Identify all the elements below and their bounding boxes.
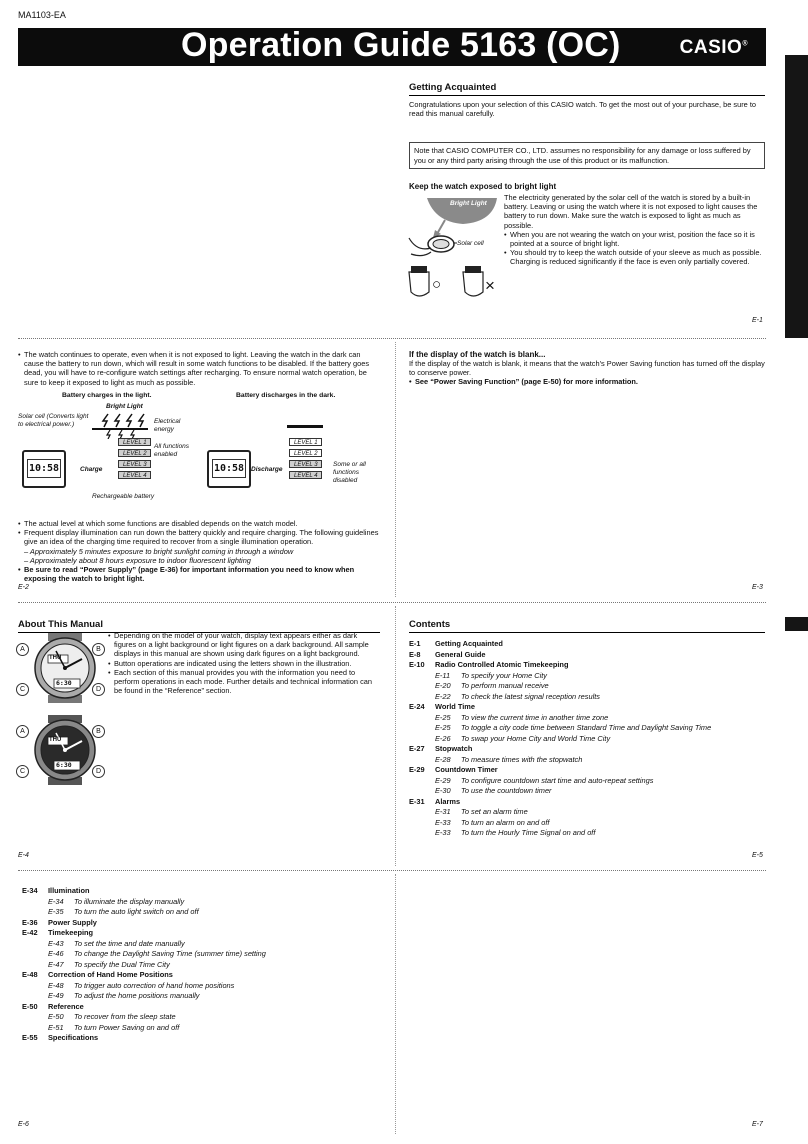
toc-subpage: E-30	[435, 786, 451, 795]
toc-subentry	[22, 949, 382, 960]
level-4: LEVEL 4	[289, 471, 322, 479]
level-2: LEVEL 2	[118, 449, 151, 457]
watch-lcd	[22, 450, 66, 488]
toc-subtitle: To perform manual receive	[461, 681, 549, 690]
enabled-label: All functions enabled	[154, 443, 190, 458]
toc-entry	[409, 702, 765, 713]
side-tab	[785, 55, 808, 338]
toc-entry	[22, 1002, 382, 1013]
toc-subpage: E-43	[48, 938, 64, 948]
disabled-label: Some or all functions disabled	[333, 461, 366, 484]
toc-subtitle: To specify the Dual Time City	[74, 959, 170, 969]
toc-subentry	[22, 981, 382, 992]
toc-subtitle: To set an alarm time	[461, 807, 528, 816]
toc-page: E-50	[22, 1001, 38, 1011]
button-c: C	[16, 765, 29, 778]
toc-title: World Time	[435, 702, 475, 711]
solar-cell-label: Solar cell	[457, 240, 484, 247]
toc-subpage: E-33	[435, 828, 451, 837]
toc-subpage: E-25	[435, 712, 451, 722]
toc-subentry	[409, 734, 765, 745]
toc-subtitle: To configure countdown start time and auto-repeat settings	[461, 775, 654, 785]
button-d: D	[92, 765, 105, 778]
toc-entry	[22, 970, 382, 981]
toc-entry	[22, 928, 382, 939]
charge-label: Charge	[80, 466, 103, 473]
page-e2-intro	[18, 350, 380, 387]
toc-entry	[22, 918, 382, 929]
watch-day: THU	[49, 655, 62, 661]
ok-mark: ○	[432, 276, 442, 293]
toc-subentry	[409, 755, 765, 766]
toc-page: E-24	[409, 702, 425, 711]
toc-page: E-1	[409, 639, 421, 648]
bullet-illumination: • Frequent display illumination can run down the battery quickly and require charging. The following guidelines give an idea of the charging time required to recover from a single illumination operation.	[18, 528, 380, 546]
toc-subtitle: To use the countdown timer	[461, 786, 552, 795]
bright-label: Bright Light	[106, 403, 143, 410]
toc-title: Getting Acquainted	[435, 639, 503, 648]
rechargeable-label: Rechargeable battery	[92, 493, 155, 500]
lcd-time-dark: 10:58	[212, 459, 246, 478]
discharge-diagram	[205, 403, 385, 503]
bullet-level: • The actual level at which some functions are disabled depends on the watch model.	[18, 519, 380, 528]
page-number: E-7	[752, 1121, 763, 1128]
toc-subtitle: To illuminate the display manually	[74, 896, 185, 906]
page-number: E-5	[752, 852, 763, 859]
toc-subpage: E-35	[48, 907, 64, 916]
side-tab-marker	[785, 617, 808, 631]
toc-subpage: E-48	[48, 980, 64, 990]
toc-subpage: E-31	[435, 807, 451, 816]
watch-lcd-dark	[207, 450, 251, 488]
page-number: E-6	[18, 1121, 29, 1128]
toc-title: Alarms	[435, 796, 461, 806]
battery-levels-dark	[289, 438, 322, 486]
toc-subtitle: To swap your Home City and World Time City	[461, 733, 611, 743]
toc-subtitle: To measure times with the stopwatch	[461, 754, 583, 764]
toc-subtitle: To check the latest signal reception results	[461, 691, 600, 701]
bullet-operate: • The watch continues to operate, even when it is not exposed to light. Leaving the watch in the dark can cause the battery to run down, which will result in some watch functions to be disabled. If the battery goes dead, you will have to re-configure watch settings after recharging. To ensure normal watch operation, be sure to keep it exposed to light as much as possible.	[18, 350, 380, 387]
toc-subentry	[409, 692, 765, 703]
column-divider	[395, 342, 396, 597]
contents-list	[22, 886, 382, 1044]
toc-entry	[409, 744, 765, 755]
toc-subentry	[409, 671, 765, 682]
toc-title: Specifications	[48, 1033, 99, 1042]
toc-entry	[409, 765, 765, 776]
toc-subpage: E-46	[48, 949, 64, 958]
manual-bullet-3: • Each section of this manual provides you with the information you need to perform operations in each mode. Further details and technical information can be found in the “Reference” section.	[108, 668, 380, 696]
blank-heading: If the display of the watch is blank...	[409, 350, 546, 359]
divider	[18, 870, 766, 871]
toc-entry	[409, 650, 765, 661]
dark-bar	[287, 425, 323, 428]
manual-text	[108, 631, 380, 695]
divider	[18, 602, 766, 603]
toc-subtitle: To recover from the sleep state	[74, 1012, 176, 1021]
solar-text	[504, 193, 766, 267]
toc-page: E-42	[22, 928, 38, 937]
button-c: C	[16, 683, 29, 696]
toc-entry	[409, 660, 765, 671]
toc-subentry	[22, 907, 382, 918]
column-divider	[395, 606, 396, 866]
divider	[18, 338, 766, 339]
section-heading: Contents	[409, 619, 765, 633]
button-b: B	[92, 725, 105, 738]
intro-text: Congratulations upon your selection of this CASIO watch. To get the most out of your purchase, be sure to read this manual carefully.	[409, 100, 757, 119]
guideline-1: – Approximately 5 minutes exposure to bright sunlight coming in through a window	[24, 546, 294, 556]
ng-mark: ×	[485, 276, 495, 295]
toc-subentry	[409, 786, 765, 797]
toc-subpage: E-28	[435, 754, 451, 764]
page-e3	[409, 350, 765, 387]
button-d: D	[92, 683, 105, 696]
blank-body: If the display of the watch is blank, it means that the watch's Power Saving function has turned off the display to conserve power.	[409, 359, 765, 378]
toc-subtitle: To adjust the home positions manually	[74, 991, 200, 1000]
toc-title: Illumination	[48, 886, 90, 895]
solar-bullet-1: • When you are not wearing the watch on your wrist, position the face so it is pointed at a source of bright light.	[504, 230, 766, 248]
section-heading: Getting Acquainted	[409, 82, 765, 96]
page-title: Operation Guide 5163 (OC)	[181, 26, 621, 64]
toc-title: Timekeeping	[48, 928, 94, 937]
toc-title: Power Supply	[48, 917, 97, 927]
toc-subpage: E-49	[48, 991, 64, 1000]
toc-subpage: E-47	[48, 959, 64, 969]
page-e1	[409, 82, 765, 191]
toc-subtitle: To set the time and date manually	[74, 938, 185, 948]
column-divider	[395, 874, 396, 1134]
toc-subpage: E-20	[435, 681, 451, 690]
toc-entry	[409, 797, 765, 808]
toc-subpage: E-33	[435, 817, 451, 827]
toc-subentry	[409, 776, 765, 787]
toc-subentry	[409, 828, 765, 839]
button-a: A	[16, 643, 29, 656]
caption-charge: Battery charges in the light.	[62, 392, 152, 399]
battery-levels	[118, 438, 151, 486]
disclaimer-note: Note that CASIO COMPUTER CO., LTD. assumes no responsibility for any damage or loss suffered by you or any third party arising through the use of this product or its malfunction.	[409, 142, 765, 168]
toc-page: E-31	[409, 796, 425, 806]
solar-label: Solar cell (Converts light to electrical power.)	[18, 413, 89, 428]
toc-subentry	[409, 818, 765, 829]
toc-subtitle: To turn an alarm on and off	[461, 817, 550, 827]
lcd-time: 10:58	[27, 459, 61, 478]
solar-bullet-2: • You should try to keep the watch outside of your sleeve as much as possible. Charging is reduced significantly if the face is even only partially covered.	[504, 248, 766, 266]
toc-subpage: E-26	[435, 733, 451, 743]
toc-entry	[409, 639, 765, 650]
toc-subtitle: To toggle a city code time between Standard Time and Daylight Saving Time	[461, 723, 712, 732]
level-2: LEVEL 2	[289, 449, 322, 457]
toc-subentry	[22, 960, 382, 971]
level-1: LEVEL 1	[118, 438, 151, 446]
page-e2-notes	[18, 519, 380, 583]
button-b: B	[92, 643, 105, 656]
toc-entry	[22, 886, 382, 897]
level-3: LEVEL 3	[118, 460, 151, 468]
toc-title: Radio Controlled Atomic Timekeeping	[435, 660, 569, 669]
electrical-label: Electrical energy	[154, 418, 181, 433]
toc-subpage: E-50	[48, 1012, 64, 1021]
page-e6	[22, 886, 382, 1044]
guideline-2: – Approximately about 8 hours exposure to indoor fluorescent lighting	[24, 555, 251, 565]
page-number: E-1	[752, 317, 763, 324]
discharge-label: Discharge	[251, 466, 283, 473]
toc-page: E-10	[409, 660, 425, 669]
toc-subentry	[22, 939, 382, 950]
toc-title: Reference	[48, 1001, 84, 1011]
toc-entry	[22, 1033, 382, 1044]
toc-subtitle: To turn the auto light switch on and off	[74, 907, 199, 916]
toc-subpage: E-11	[435, 670, 451, 680]
toc-subentry	[22, 1023, 382, 1034]
toc-title: Correction of Hand Home Positions	[48, 970, 173, 979]
caption-discharge: Battery discharges in the dark.	[236, 392, 336, 399]
section-heading: About This Manual	[18, 619, 380, 633]
level-1: LEVEL 1	[289, 438, 322, 446]
solar-figure	[405, 192, 505, 302]
contents-list	[409, 639, 765, 839]
toc-subentry	[409, 713, 765, 724]
watch-time: 6:30	[56, 679, 72, 687]
charge-diagram	[18, 403, 198, 503]
toc-subentry	[409, 681, 765, 692]
title-banner	[18, 28, 766, 66]
toc-page: E-55	[22, 1033, 38, 1042]
watch-day-dark: THU	[49, 737, 62, 743]
blank-bullet: • See “Power Saving Function” (page E-50) for more information.	[409, 377, 765, 386]
toc-subentry	[22, 1012, 382, 1023]
toc-subtitle: To turn Power Saving on and off	[74, 1022, 180, 1032]
toc-page: E-48	[22, 970, 38, 979]
light-bolts	[92, 413, 152, 439]
toc-page: E-36	[22, 917, 38, 927]
page-number: E-2	[18, 584, 29, 591]
page-number: E-3	[752, 584, 763, 591]
toc-page: E-29	[409, 765, 425, 774]
page-number: E-4	[18, 852, 29, 859]
toc-subtitle: To specify your Home City	[461, 670, 547, 680]
button-a: A	[16, 725, 29, 738]
toc-subpage: E-25	[435, 723, 451, 732]
toc-subentry	[22, 897, 382, 908]
toc-subpage: E-34	[48, 896, 64, 906]
page-e5	[409, 619, 765, 839]
manual-bullet-1: • Depending on the model of your watch, display text appears either as dark figures on a light background or light figures on a dark background. All sample displays in this manual are shown using dark figures on a light background.	[108, 631, 380, 659]
bullet-power-supply: • Be sure to read “Power Supply” (page E-36) for important information you need to know when exposing the watch to bright light.	[18, 565, 380, 583]
toc-page: E-34	[22, 886, 38, 895]
toc-subtitle: To turn the Hourly Time Signal on and off	[461, 828, 596, 837]
toc-subtitle: To change the Daylight Saving Time (summer time) setting	[74, 949, 266, 958]
subheading: Keep the watch exposed to bright light	[409, 181, 557, 191]
toc-subpage: E-29	[435, 775, 451, 785]
toc-subpage: E-51	[48, 1022, 64, 1032]
toc-page: E-27	[409, 744, 425, 753]
level-3: LEVEL 3	[289, 460, 322, 468]
bright-light-label: Bright Light	[450, 200, 487, 207]
toc-subpage: E-22	[435, 691, 451, 701]
logo-text: CASIO	[679, 37, 743, 58]
watch-time-dark: 6:30	[56, 761, 72, 769]
casio-logo: CASIO®	[679, 37, 748, 58]
toc-page: E-8	[409, 649, 421, 659]
toc-subtitle: To trigger auto correction of hand home positions	[74, 980, 235, 990]
level-4: LEVEL 4	[118, 471, 151, 479]
watch-illustrations	[16, 633, 106, 783]
toc-title: Countdown Timer	[435, 765, 498, 774]
solar-body: The electricity generated by the solar cell of the watch is stored by a built-in battery. Leaving or using the watch where it is not exposed to light causes the battery to run down. Make sure the watch is exposed to light as much as possible.	[504, 193, 758, 230]
toc-title: General Guide	[435, 649, 486, 659]
toc-subentry	[409, 723, 765, 734]
manual-bullet-2: • Button operations are indicated using the letters shown in the illustration.	[108, 659, 380, 668]
toc-title: Stopwatch	[435, 744, 473, 753]
toc-subentry	[22, 991, 382, 1002]
toc-subtitle: To view the current time in another time zone	[461, 712, 609, 722]
toc-subentry	[409, 807, 765, 818]
document-code: MA1103-EA	[18, 10, 66, 20]
